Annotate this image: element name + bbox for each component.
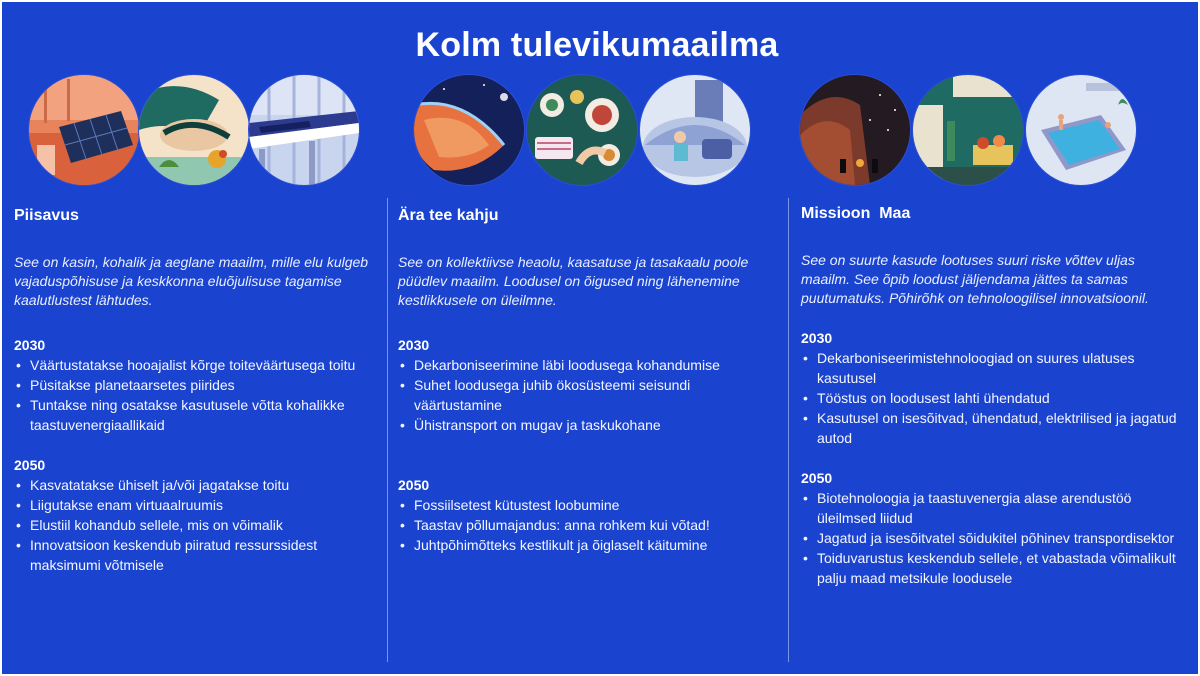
train-on-bridge-image — [248, 74, 360, 186]
column-ara-tee-kahju — [398, 207, 780, 555]
list-2030 — [398, 355, 780, 435]
shop-window-image — [912, 74, 1024, 186]
autonomous-vehicle-image — [639, 74, 751, 186]
column-description: See on kollektiivse heaolu, kaasatuse ja tasakaalu poole püüdlev maailm. Loodusel on õigused ning lähenemine kestlikkusele on üleilmne. — [398, 254, 749, 308]
rooftop-pool-image — [1025, 74, 1137, 186]
list-item: • Kasvatatakse ühiselt ja/või jagatakse toitu — [14, 475, 379, 495]
column-piisavus — [14, 207, 379, 575]
list-item: • Dekarboniseerimine läbi loodusega kohandumise — [398, 355, 780, 375]
list-2030 — [14, 355, 379, 435]
list-2050 — [801, 488, 1185, 588]
person-with-bird-image — [138, 74, 250, 186]
list-item: • Dekarboniseerimistehnoloogiad on suures ulatuses kasutusel — [801, 348, 1185, 388]
column-description: See on kasin, kohalik ja aeglane maailm, mille elu kulgeb vajaduspõhisuse ja keskkonna eluõjulisuse tagamise kaalutlustest lähtudes. — [14, 254, 369, 308]
column-title: Piisavus — [14, 207, 79, 224]
year-heading-2030: 2030 — [14, 337, 46, 353]
year-heading-2050: 2050 — [801, 470, 833, 486]
food-table-image — [526, 74, 638, 186]
list-item: • Kasutusel on isesõitvad, ühendatud, elektrilised ja jagatud autod — [801, 408, 1185, 448]
list-item: • Jagatud ja isesõitvatel sõidukitel põhinev transpordisektor — [801, 528, 1185, 548]
year-heading-2050: 2050 — [398, 477, 430, 493]
list-item: • Suhet loodusega juhib ökosüsteemi seisundi väärtustamine — [398, 375, 780, 415]
list-item: • Tööstus on loodusest lahti ühendatud — [801, 388, 1185, 408]
year-heading-2050: 2050 — [14, 457, 46, 473]
list-item: • Juhtpõhimõtteks kestlikult ja õiglaselt käitumine — [398, 535, 780, 555]
list-item: • Fossiilsetest kütustest loobumine — [398, 495, 780, 515]
list-item: • Ühistransport on mugav ja taskukohane — [398, 415, 780, 435]
column-description: See on suurte kasude lootuses suuri riske võttev uljas maailm. See õpib loodust jäljendama jättes ta samas puutumatuks. Põhirõhk on tehnoloogilisel innovatsioonil. — [801, 252, 1149, 306]
list-2050 — [398, 495, 780, 555]
earth-from-space-image — [413, 74, 525, 186]
column-title: Ära tee kahju — [398, 207, 499, 224]
column-missioon-maa — [801, 205, 1185, 588]
list-item: • Tuntakse ning osatakse kasutusele võtta kohalikke taastuvenergiaallikaid — [14, 395, 379, 435]
column-divider — [788, 198, 789, 662]
list-item: • Toiduvarustus keskendub sellele, et vabastada võimalikult palju maad metsikule loodusele — [801, 548, 1185, 588]
year-heading-2030: 2030 — [801, 330, 833, 346]
list-2050 — [14, 475, 379, 575]
list-item: • Püsitakse planetaarsetes piirides — [14, 375, 379, 395]
campfire-night-sky-image — [799, 74, 911, 186]
list-item: • Elustiil kohandub sellele, mis on võimalik — [14, 515, 379, 535]
solar-panels-image — [28, 74, 140, 186]
list-2030 — [801, 348, 1185, 448]
list-item: • Väärtustatakse hooajalist kõrge toiteväärtusega toitu — [14, 355, 379, 375]
column-divider — [387, 198, 388, 662]
list-item: • Liigutakse enam virtuaalruumis — [14, 495, 379, 515]
slide-title: Kolm tulevikumaailma — [415, 26, 779, 64]
slide — [2, 2, 1198, 674]
list-item: • Innovatsioon keskendub piiratud ressurssidest maksimumi võtmisele — [14, 535, 379, 575]
list-item: • Taastav põllumajandus: anna rohkem kui võtad! — [398, 515, 780, 535]
list-item: • Biotehnoloogia ja taastuvenergia alase arendustöö üleilmsed liidud — [801, 488, 1185, 528]
year-heading-2030: 2030 — [398, 337, 430, 353]
column-title: Missioon Maa — [801, 205, 911, 222]
